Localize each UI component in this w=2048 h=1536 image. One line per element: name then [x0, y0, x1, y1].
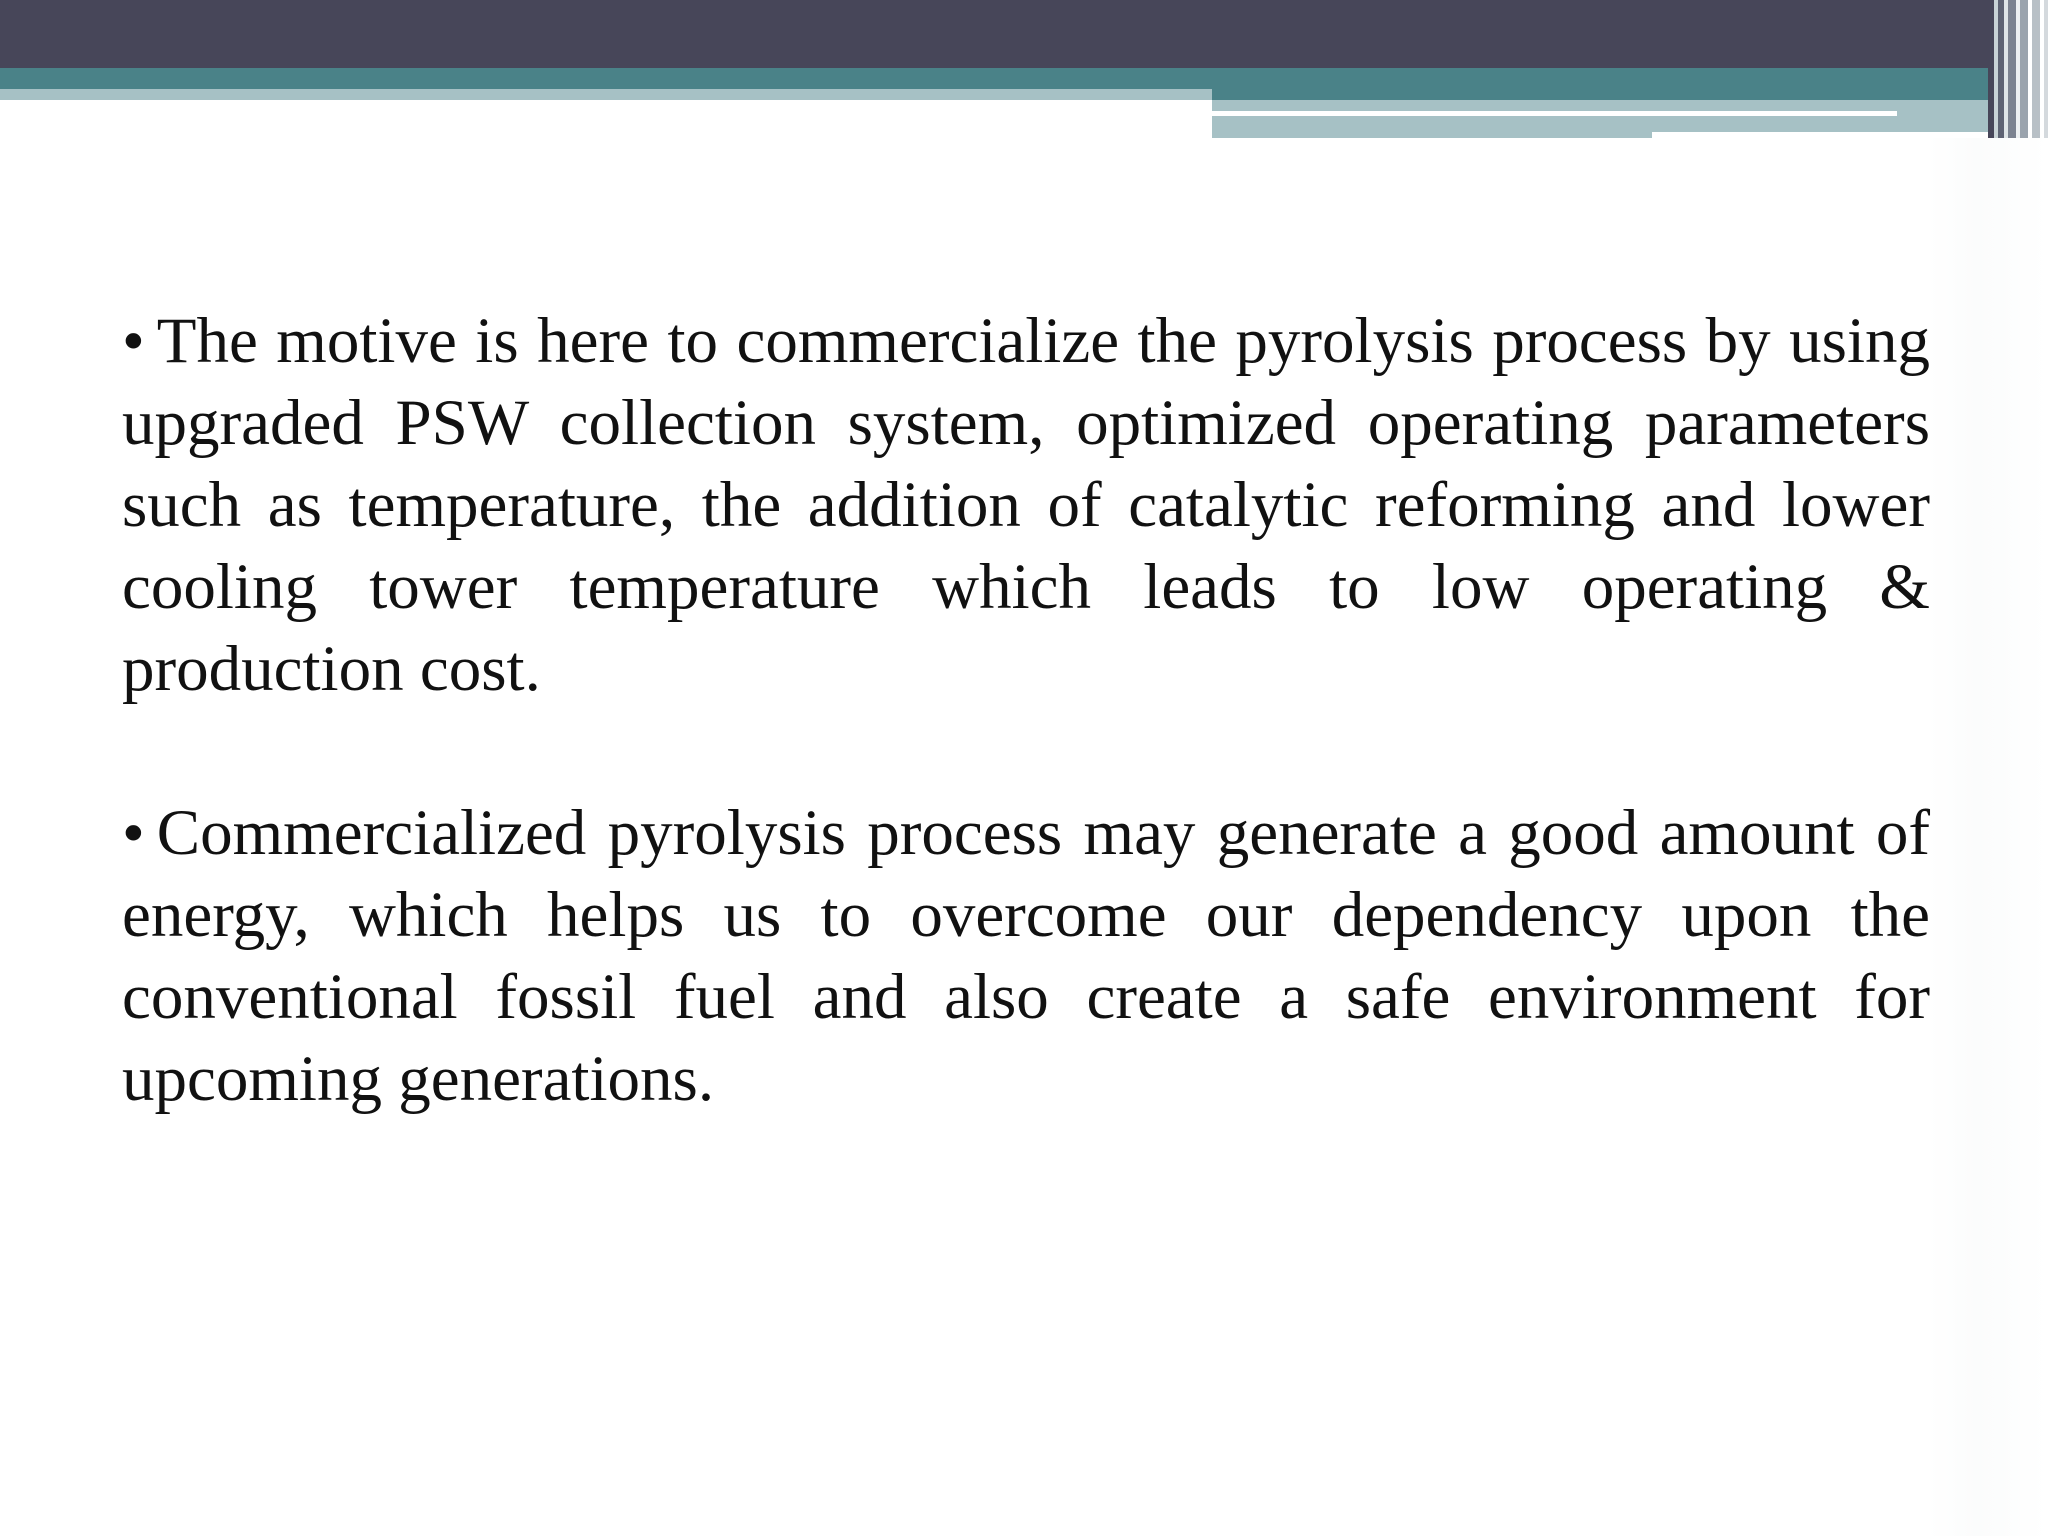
bullet-item — [122, 792, 1930, 1120]
bullet-icon: • — [122, 797, 145, 869]
header-thin-line — [1212, 111, 1897, 116]
header-band-dark — [0, 0, 2048, 68]
slide-body — [122, 300, 1930, 1202]
bullet-icon: • — [122, 305, 145, 377]
bullet-item — [122, 300, 1930, 710]
header-band-light-left — [0, 89, 1212, 100]
corner-stripes-decoration — [1988, 0, 2048, 138]
bullet-text: The motive is here to commercialize the pyrolysis process by using upgraded PSW collection system, optimized operating parameters such as temperature, the addition of catalytic reforming and lower cooling tower temperature which leads to low operating & production cost. — [122, 305, 1930, 705]
right-margin-shade — [1928, 138, 2048, 1536]
bullet-text: Commercialized pyrolysis process may generate a good amount of energy, which helps us to overcome our dependency upon the conventional fossil fuel and also create a safe environment for upcoming generations. — [122, 797, 1930, 1115]
